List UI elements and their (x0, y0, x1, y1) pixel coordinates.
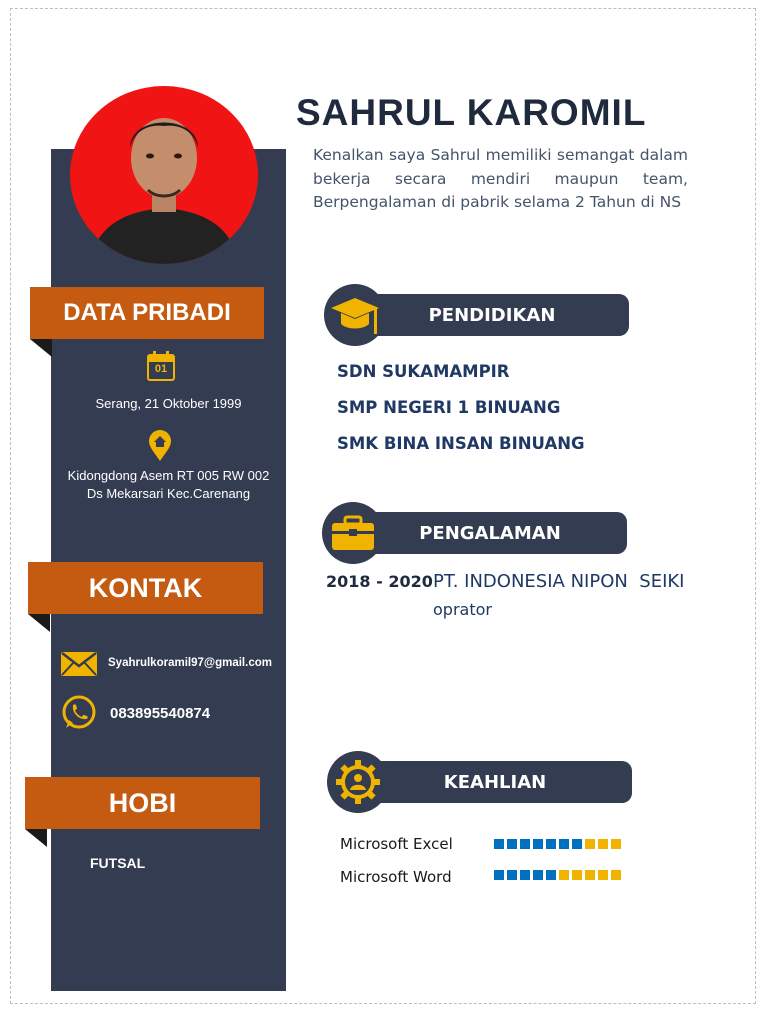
pengalaman-title: PENGALAMAN (419, 522, 561, 544)
pendidikan-title: PENDIDIKAN (428, 304, 556, 326)
skill-square (494, 839, 504, 849)
experience-role: oprator (433, 600, 492, 619)
keahlian-title: KEAHLIAN (443, 771, 547, 793)
skill-name: Microsoft Word (340, 868, 452, 886)
kontak-heading: KONTAK (28, 562, 263, 614)
skill-square (611, 839, 621, 849)
skill-square (559, 839, 569, 849)
experience-period: 2018 - 2020 (326, 572, 433, 591)
intro-text: Kenalkan saya Sahrul memiliki semangat dalam bekerja secara mendiri maupun team, Berpengalaman di pabrik selama 2 Tahun di NS (313, 146, 688, 211)
hobby-item: FUTSAL (90, 855, 146, 871)
profile-photo (70, 86, 258, 264)
email-address[interactable]: Syahrulkoramil97@gmail.com (108, 657, 272, 669)
skill-name: Microsoft Excel (340, 835, 453, 853)
skill-square (611, 870, 621, 880)
skill-square (559, 870, 569, 880)
skill-square (598, 839, 608, 849)
banner-fold (30, 339, 52, 357)
envelope-icon (61, 652, 97, 676)
skill-square (533, 839, 543, 849)
skill-square (494, 870, 504, 880)
birth-date: Serang, 21 Oktober 1999 (95, 396, 242, 411)
skill-square (572, 870, 582, 880)
hobi-heading: HOBI (25, 777, 260, 829)
whatsapp-icon (61, 695, 97, 731)
skill-square (546, 870, 556, 880)
education-item: SMP NEGERI 1 BINUANG (337, 398, 561, 417)
skill-square (520, 870, 530, 880)
address-line-1: Kidongdong Asem RT 005 RW 002 (67, 468, 270, 483)
full-name: SAHRUL KAROMIL (296, 92, 647, 133)
calendar-day: 01 (154, 363, 168, 375)
skill-square (598, 870, 608, 880)
experience-company: PT. INDONESIA NIPON SEIKI (433, 571, 685, 592)
briefcase-icon (322, 502, 384, 564)
pengalaman-heading (353, 512, 627, 554)
skill-square (585, 839, 595, 849)
skill-square (520, 839, 530, 849)
banner-fold (25, 829, 47, 847)
keahlian-heading (358, 761, 632, 803)
gear-skills-icon (327, 751, 389, 813)
graduation-cap-icon (324, 284, 386, 346)
skill-level-bar (494, 870, 621, 880)
skill-square (572, 839, 582, 849)
skill-level-bar (494, 839, 621, 849)
skill-square (507, 839, 517, 849)
phone-number[interactable]: 083895540874 (110, 705, 211, 722)
skill-square (507, 870, 517, 880)
skill-square (585, 870, 595, 880)
education-item: SDN SUKAMAMPIR (337, 362, 510, 381)
skill-square (533, 870, 543, 880)
person-silhouette-icon (70, 86, 258, 264)
data-pribadi-heading: DATA PRIBADI (30, 287, 264, 339)
skill-square (546, 839, 556, 849)
education-item: SMK BINA INSAN BINUANG (337, 434, 585, 453)
banner-fold (28, 614, 50, 632)
pendidikan-heading (355, 294, 629, 336)
home-location-icon (148, 430, 172, 462)
address-line-2: Ds Mekarsari Kec.Carenang (86, 486, 251, 501)
